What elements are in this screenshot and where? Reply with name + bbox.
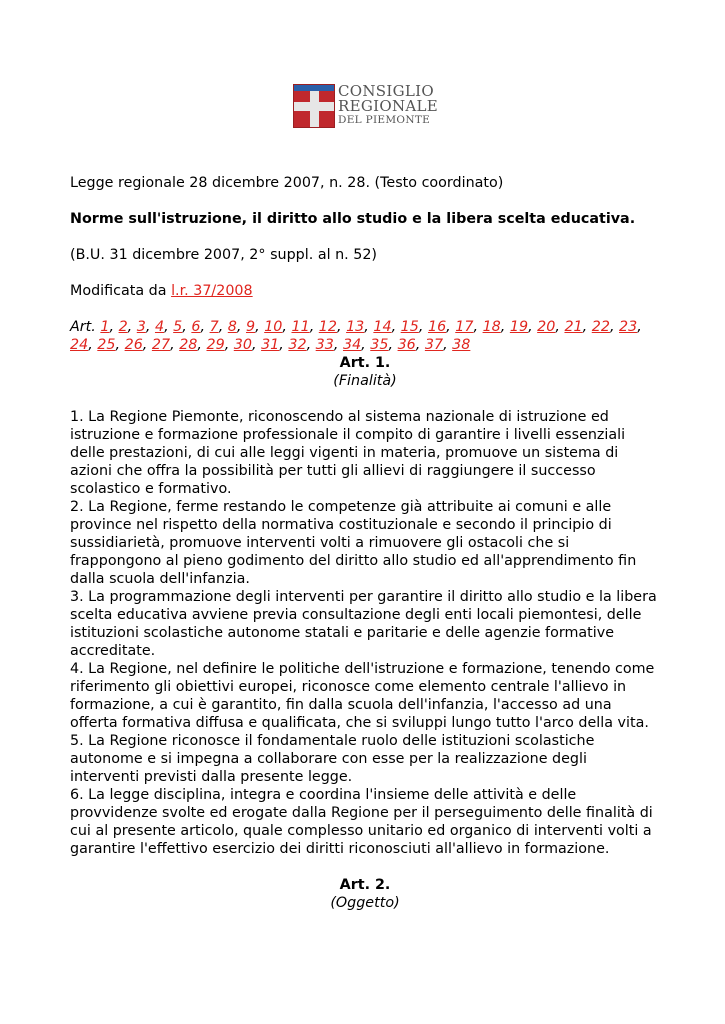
article-link-3[interactable]: 3	[136, 319, 146, 335]
article-subtitle: (Finalità)	[333, 373, 397, 389]
article-paragraph: 6. La legge disciplina, integra e coordina l'insieme delle attività e delle provvidenze svolte ed erogate dalla Regione per il perseguimento delle finalità di cui al presente articolo, quale complesso unitario ed organico di interventi volti a garantire l'effettivo esercizio dei diritti riconosciuti all'allievo in formazione.	[70, 787, 653, 857]
article-index	[70, 318, 660, 354]
law-reference: Legge regionale 28 dicembre 2007, n. 28. (Testo coordinato)	[70, 175, 504, 191]
article-link-25[interactable]: 25	[97, 337, 116, 353]
article-1	[70, 354, 660, 858]
article-link-33[interactable]: 33	[315, 337, 334, 353]
article-2	[70, 876, 660, 912]
article-link-5[interactable]: 5	[173, 319, 183, 335]
article-link-31[interactable]: 31	[261, 337, 280, 353]
article-link-35[interactable]: 35	[370, 337, 389, 353]
article-paragraph: 2. La Regione, ferme restando le competenze già attribuite ai comuni e alle province nel rispetto della normativa costituzionale e secondo il principio di sussidiarietà, promuove interventi volti a rimuovere gli ostacoli che si frappongono al pieno godimento del diritto allo studio ed all'apprendimento fin dalla scuola dell'infanzia.	[70, 499, 637, 587]
article-link-17[interactable]: 17	[455, 319, 474, 335]
article-heading: Art. 1.	[339, 355, 391, 371]
article-heading: Art. 2.	[339, 877, 391, 893]
article-link-16[interactable]: 16	[427, 319, 447, 335]
article-link-1[interactable]: 1	[100, 319, 110, 335]
article-link-15[interactable]: 15	[400, 319, 419, 335]
law-title: Norme sull'istruzione, il diritto allo studio e la libera scelta educativa.	[70, 211, 636, 227]
article-link-10[interactable]: 10	[264, 319, 283, 335]
article-link-28[interactable]: 28	[179, 337, 198, 353]
piemonte-crest-icon	[293, 84, 335, 128]
article-link-14[interactable]: 14	[373, 319, 392, 335]
article-link-12[interactable]: 12	[318, 319, 337, 335]
article-link-8[interactable]: 8	[227, 319, 237, 335]
article-link-38[interactable]: 38	[452, 337, 471, 353]
article-paragraph: 1. La Regione Piemonte, riconoscendo al sistema nazionale di istruzione ed istruzione e formazione professionale il compito di garantire i livelli essenziali delle prestazioni, di cui alle leggi vigenti in materia, promuove un sistema di azioni che offra la possibilità per tutti gli allievi di raggiungere il successo scolastico e formativo.	[70, 409, 626, 497]
article-link-34[interactable]: 34	[342, 337, 362, 353]
article-link-11[interactable]: 11	[291, 319, 310, 335]
modified-prefix: Modificata da	[70, 283, 172, 299]
article-link-18[interactable]: 18	[482, 319, 501, 335]
article-paragraph: 4. La Regione, nel definire le politiche dell'istruzione e formazione, tenendo come riferimento gli obiettivi europei, riconosce come elemento centrale l'allievo in formazione, a cui è garantito, fin dalla scuola dell'infanzia, l'accesso ad una offerta formativa diffusa e qualificata, che si sviluppi lungo tutto l'arco della vita.	[70, 661, 655, 731]
article-link-29[interactable]: 29	[206, 337, 225, 353]
article-link-37[interactable]: 37	[424, 337, 444, 353]
article-link-19[interactable]: 19	[509, 319, 529, 335]
article-link-27[interactable]: 27	[151, 337, 171, 353]
article-paragraph: 5. La Regione riconosce il fondamentale ruolo delle istituzioni scolastiche autonome e si impegna a collaborare con esse per la realizzazione degli interventi previsti dalla presente legge.	[70, 733, 595, 785]
article-link-30[interactable]: 30	[233, 337, 252, 353]
article-link-7[interactable]: 7	[209, 319, 219, 335]
article-subtitle: (Oggetto)	[330, 895, 400, 911]
article-link-32[interactable]: 32	[288, 337, 307, 353]
modifying-law-link[interactable]: l.r. 37/2008	[171, 283, 253, 299]
article-link-24[interactable]: 24	[70, 337, 89, 353]
article-link-26[interactable]: 26	[124, 337, 143, 353]
bulletin-reference: (B.U. 31 dicembre 2007, 2° suppl. al n. 52)	[70, 247, 378, 263]
article-paragraph: 3. La programmazione degli interventi per garantire il diritto allo studio e la libera scelta educativa avviene previa consultazione degli enti locali piemontesi, delle istituzioni scolastiche autonome statali e paritarie e delle agenzie formative accreditate.	[70, 589, 657, 659]
article-link-2[interactable]: 2	[118, 319, 128, 335]
article-link-20[interactable]: 20	[537, 319, 556, 335]
article-link-36[interactable]: 36	[397, 337, 416, 353]
document-body	[70, 174, 660, 912]
article-link-21[interactable]: 21	[564, 319, 583, 335]
article-index-prefix: Art.	[70, 319, 101, 335]
article-link-4[interactable]: 4	[154, 319, 165, 335]
modified-by	[70, 282, 660, 300]
article-link-13[interactable]: 13	[346, 319, 365, 335]
article-link-9[interactable]: 9	[245, 319, 256, 335]
article-links: 1, 2, 3, 4, 5, 6, 7, 8, 9, 10, 11, 12, 13, 14, 15, 16, 17, 18, 19, 20, 21, 22, 23, 24, 25, 26, 27, 28, 29, 30, 31, 32, 33, 34, 35, 36, 37, 38	[70, 319, 642, 353]
article-link-6[interactable]: 6	[191, 319, 201, 335]
article-link-23[interactable]: 23	[619, 319, 638, 335]
article-link-22[interactable]: 22	[591, 319, 610, 335]
consiglio-regionale-logo	[293, 84, 438, 128]
logo-wordmark: CONSIGLIO REGIONALE DEL PIEMONTE	[338, 82, 439, 126]
